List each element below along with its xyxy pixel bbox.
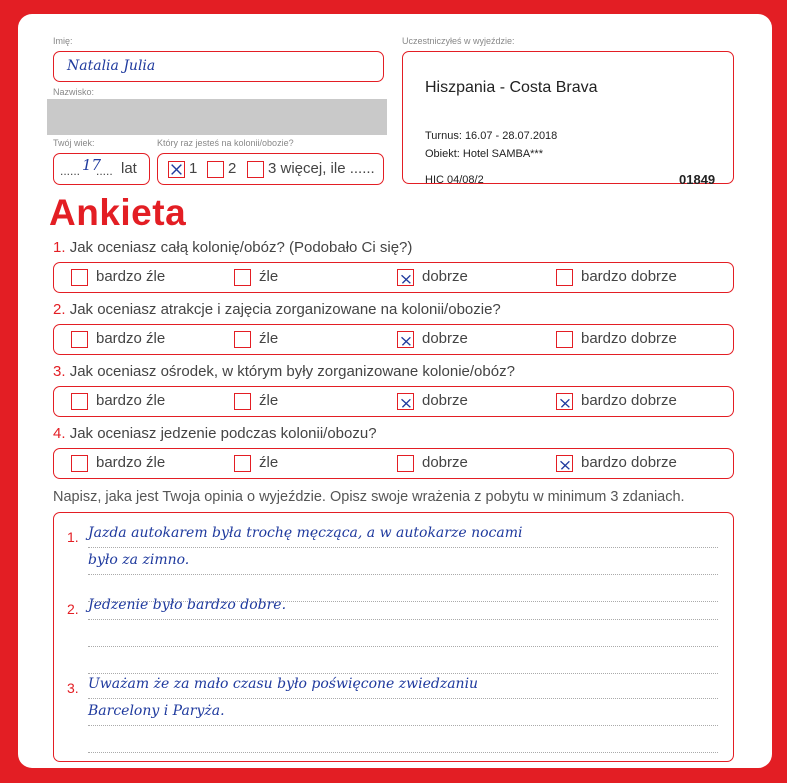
age-dots-before: ......: [60, 164, 81, 178]
writing-line: [88, 673, 718, 674]
question-1-option-1-checkbox[interactable]: [71, 269, 88, 286]
writing-line: [88, 619, 718, 620]
question-1-title: [53, 239, 412, 256]
question-3-option-2-label: źle: [259, 392, 279, 409]
question-4-option-2-label: źle: [259, 454, 279, 471]
writing-line: [88, 698, 718, 699]
opinion-prompt: Napisz, jaka jest Twoja opinia o wyjeździe. Opisz swoje wrażenia z pobytu w minimum 3 zdaniach.: [53, 489, 685, 505]
name-value: Natalia Julia: [67, 58, 156, 74]
age-unit: lat: [121, 160, 137, 177]
opinion-item-line-1: Jedzenie było bardzo dobre.: [88, 597, 287, 613]
opinion-item-line-2: było za zimno.: [88, 552, 190, 568]
question-3-option-2-checkbox[interactable]: [234, 393, 251, 410]
question-text: Jak oceniasz atrakcje i zajęcia zorganizowane na kolonii/obozie?: [69, 301, 501, 318]
question-text: Jak oceniasz jedzenie podczas kolonii/obozu?: [69, 425, 377, 442]
question-2-option-3-label: dobrze: [422, 330, 468, 347]
question-2-option-1-checkbox[interactable]: [71, 331, 88, 348]
writing-line: [88, 725, 718, 726]
question-4-option-3-label: dobrze: [422, 454, 468, 471]
question-number: 3.: [53, 363, 66, 380]
question-1-option-3-checkbox[interactable]: [397, 269, 414, 286]
opinion-item-line-1: Jazda autokarem była trochę męcząca, a w autokarze nocami: [88, 525, 523, 541]
question-2-option-3-checkbox[interactable]: [397, 331, 414, 348]
question-4-title: [53, 425, 377, 442]
times-option-3-checkbox[interactable]: [247, 161, 264, 178]
times-option-3-label: 3 więcej, ile ......: [268, 160, 375, 177]
question-number: 1.: [53, 239, 66, 256]
question-3-option-3-checkbox[interactable]: [397, 393, 414, 410]
question-3-options: [53, 386, 734, 417]
question-2-option-4-label: bardzo dobrze: [581, 330, 677, 347]
question-4-option-1-checkbox[interactable]: [71, 455, 88, 472]
trip-turnus: Turnus: 16.07 - 28.07.2018: [425, 130, 558, 142]
age-value: 17: [82, 156, 102, 174]
trip-number: 01849: [679, 172, 716, 187]
question-1-option-4-checkbox[interactable]: [556, 269, 573, 286]
trip-code: HIC 04/08/2: [425, 174, 484, 186]
question-3-title: [53, 363, 515, 380]
times-label: Który raz jesteś na kolonii/obozie?: [157, 138, 294, 148]
question-number: 2.: [53, 301, 66, 318]
question-1-option-2-label: źle: [259, 268, 279, 285]
question-number: 4.: [53, 425, 66, 442]
question-1-option-1-label: bardzo źle: [96, 268, 166, 285]
question-4-option-2-checkbox[interactable]: [234, 455, 251, 472]
question-1-option-4-label: bardzo dobrze: [581, 268, 677, 285]
question-3-option-4-checkbox[interactable]: [556, 393, 573, 410]
times-option-1-label: 1: [189, 160, 198, 177]
question-2-option-1-label: bardzo źle: [96, 330, 166, 347]
writing-line: [88, 574, 718, 575]
age-label: Twój wiek:: [53, 138, 95, 148]
question-2-title: [53, 301, 501, 318]
surname-label: Nazwisko:: [53, 87, 95, 97]
opinion-item-line-2: Barcelony i Paryża.: [88, 703, 225, 719]
question-3-option-4-label: bardzo dobrze: [581, 392, 677, 409]
trip-destination: Hiszpania - Costa Brava: [425, 79, 598, 96]
question-3-option-1-checkbox[interactable]: [71, 393, 88, 410]
question-1-option-3-label: dobrze: [422, 268, 468, 285]
question-4-option-4-label: bardzo dobrze: [581, 454, 677, 471]
question-4-options: [53, 448, 734, 479]
survey-title: Ankieta: [49, 192, 187, 233]
question-2-options: [53, 324, 734, 355]
trip-obiekt: Obiekt: Hotel SAMBA***: [425, 148, 543, 160]
question-1-options: [53, 262, 734, 293]
times-option-1-checkbox[interactable]: [168, 161, 185, 178]
question-text: Jak oceniasz całą kolonię/obóz? (Podobało Ci się?): [69, 239, 413, 256]
trip-label: Uczestniczyłeś w wyjeździe:: [402, 36, 515, 46]
writing-line: [88, 646, 718, 647]
question-1-option-2-checkbox[interactable]: [234, 269, 251, 286]
age-field[interactable]: [53, 153, 150, 185]
question-4-option-1-label: bardzo źle: [96, 454, 166, 471]
times-option-2-label: 2: [228, 160, 237, 177]
survey-sheet: [18, 14, 772, 768]
question-text: Jak oceniasz ośrodek, w którym były zorganizowane kolonie/obóz?: [69, 363, 515, 380]
question-2-option-4-checkbox[interactable]: [556, 331, 573, 348]
times-option-2-checkbox[interactable]: [207, 161, 224, 178]
opinion-item-line-1: Uważam że za mało czasu było poświęcone zwiedzaniu: [88, 676, 479, 692]
question-3-option-1-label: bardzo źle: [96, 392, 166, 409]
times-field: [157, 153, 384, 185]
question-2-option-2-label: źle: [259, 330, 279, 347]
writing-line: [88, 752, 718, 753]
opinion-item-number: 2.: [67, 601, 79, 617]
surname-redacted: [47, 99, 387, 135]
age-dots-after: .....: [96, 164, 113, 178]
question-2-option-2-checkbox[interactable]: [234, 331, 251, 348]
opinion-item-number: 3.: [67, 680, 79, 696]
question-4-option-3-checkbox[interactable]: [397, 455, 414, 472]
opinion-box[interactable]: [53, 512, 734, 762]
trip-info-box: [402, 51, 734, 187]
opinion-item-number: 1.: [67, 529, 79, 545]
question-3-option-3-label: dobrze: [422, 392, 468, 409]
name-field[interactable]: [53, 51, 384, 82]
writing-line: [88, 547, 718, 548]
question-4-option-4-checkbox[interactable]: [556, 455, 573, 472]
name-label: Imię:: [53, 36, 73, 46]
